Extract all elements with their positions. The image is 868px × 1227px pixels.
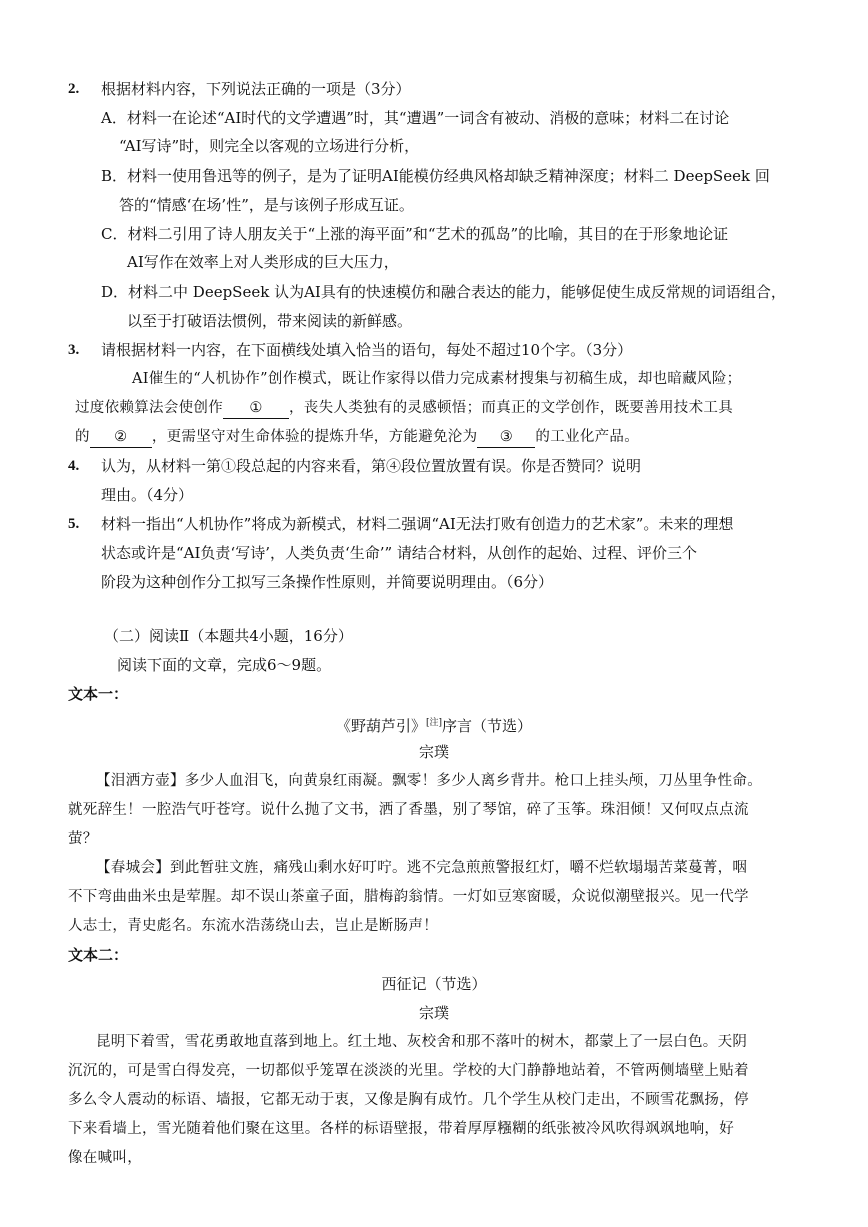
text2-author: 宗璞 [418, 1004, 449, 1022]
fill-passage-line3: 的 ② ，更需坚守对生命体验的提炼升华，方能避免沦为 ③ 的工业化产品。 [75, 427, 639, 448]
question-stem-line1: 认为，从材料一第①段总起的内容来看，第④段位置放置有误。你是否赞同？说明 [101, 457, 642, 475]
question-stem: 请根据材料一内容，在下面横线处填入恰当的语句，每处不超过10个字。（3分） [101, 341, 633, 359]
text2-para1-line3: 多么令人震动的标语、墙报，它都无动于衷，又像是胸有成竹。几个学生从校门走出，不顾雪花飘扬，停 [68, 1092, 749, 1108]
text2-title: 西征记（节选） [381, 975, 487, 993]
question-stem-line1: 材料一指出“人机协作”将成为新模式，材料二强调“AI无法打败有创造力的艺术家”。未来的理想 [101, 515, 734, 533]
option-c-line2: AI写作在效率上对人类形成的巨大压力， [127, 253, 399, 271]
text2-para1-line1: 昆明下着雪，雪花勇敢地直落到地上。红土地、灰校舍和那不落叶的树木，都蒙上了一层白色。天阴 [96, 1034, 748, 1050]
text1-author: 宗璞 [418, 743, 449, 761]
question-number: 4. [68, 458, 80, 474]
text1-para1-line2: 就死辞生！一腔浩气吁苍穹。说什么抛了文书，洒了香墨，别了琴馆，碎了玉筝。珠泪倾！又何叹点点流 [68, 802, 749, 818]
text2-para1-line2: 沉沉的，可是雪白得发亮，一切都似乎笼罩在淡淡的光里。学校的大门静静地站着，不管两侧墙壁上贴着 [68, 1063, 749, 1079]
option-a-line1: A．材料一在论述“AI时代的文学遭遇”时，其“遭遇”一词含有被动、消极的意味；材料二在讨论 [101, 109, 730, 127]
text1-para2-line3: 人志士，青史彪名。东流水浩荡绕山去，岂止是断肠声！ [68, 918, 438, 934]
question-number: 3. [68, 342, 80, 358]
answer-blank-2[interactable]: ② [90, 427, 152, 448]
question-stem-line3: 阶段为这种创作分工拟写三条操作性原则，并简要说明理由。（6分） [101, 573, 554, 591]
option-b-line1: B．材料一使用鲁迅等的例子，是为了证明AI能模仿经典风格却缺乏精神深度；材料二 DeepSeek 回 [101, 167, 770, 185]
text1-label: 文本一： [68, 685, 129, 703]
text1-para1-line3: 萤？ [68, 831, 98, 847]
answer-blank-1[interactable]: ① [223, 398, 289, 419]
option-d-line2: 以至于打破语法惯例，带来阅读的新鲜感。 [127, 312, 413, 330]
section-instruction: 阅读下面的文章，完成6～9题。 [117, 656, 332, 674]
question-number: 2. [68, 81, 80, 97]
fill-passage-line1: AI催生的“人机协作”创作模式，既让作家得以借力完成素材搜集与初稿生成，却也暗藏风险； [132, 371, 742, 387]
text2-para1-line4: 下来看墙上，雪光随着他们聚在这里。各样的标语壁报，带着厚厚糨糊的纸张被冷风吹得飒飒地响，好 [68, 1121, 734, 1137]
option-d-line1: D．材料二中 DeepSeek 认为AI具有的快速模仿和融合表达的能力，能够促使生成反常规的词语组合， [101, 283, 786, 301]
question-number: 5. [68, 516, 80, 532]
section-heading: （二）阅读Ⅱ（本题共4小题，16分） [104, 627, 353, 645]
question-stem: 根据材料内容，下列说法正确的一项是（3分） [101, 80, 411, 98]
question-stem-line2: 理由。（4分） [101, 486, 194, 504]
option-a-line2: “AI写诗”时，则完全以客观的立场进行分析， [119, 137, 420, 155]
text1-para2-line1: 【春城会】到此暂驻文旌，痛残山剩水好叮咛。逃不完急煎煎警报红灯，嚼不烂软塌塌苦菜蔓菁，咽 [96, 860, 748, 876]
answer-blank-3[interactable]: ③ [477, 427, 535, 448]
fill-passage-line2: 过度依赖算法会使创作 ① ，丧失人类独有的灵感顿悟；而真正的文学创作，既要善用技术工具 [75, 398, 733, 419]
question-stem-line2: 状态或许是“AI负责‘写诗’，人类负责‘生命’” 请结合材料，从创作的起始、过程、评价三个 [101, 544, 697, 562]
text2-para1-line5: 像在喊叫， [68, 1150, 142, 1166]
option-c-line1: C．材料二引用了诗人朋友关于“上涨的海平面”和“艺术的孤岛”的比喻，其目的在于形象地论证 [101, 225, 729, 243]
footnote-marker: [注] [425, 718, 443, 728]
text2-label: 文本二： [68, 946, 129, 964]
option-b-line2: 答的“情感‘在场’性”，是与该例子形成互证。 [119, 196, 414, 214]
text1-para2-line2: 不下弯曲曲米虫是荤腥。却不误山茶童子面，腊梅韵翁情。一灯如豆寒窗暖，众说似潮壁报兴。见一代学 [68, 889, 749, 905]
text1-title: 《野葫芦引》[注]序言（节选） [335, 717, 533, 735]
text1-para1-line1: 【泪洒方壶】多少人血泪飞，向黄泉红雨凝。飘零！多少人离乡背井。枪口上挂头颅，刀丛里争性命。 [96, 773, 762, 789]
